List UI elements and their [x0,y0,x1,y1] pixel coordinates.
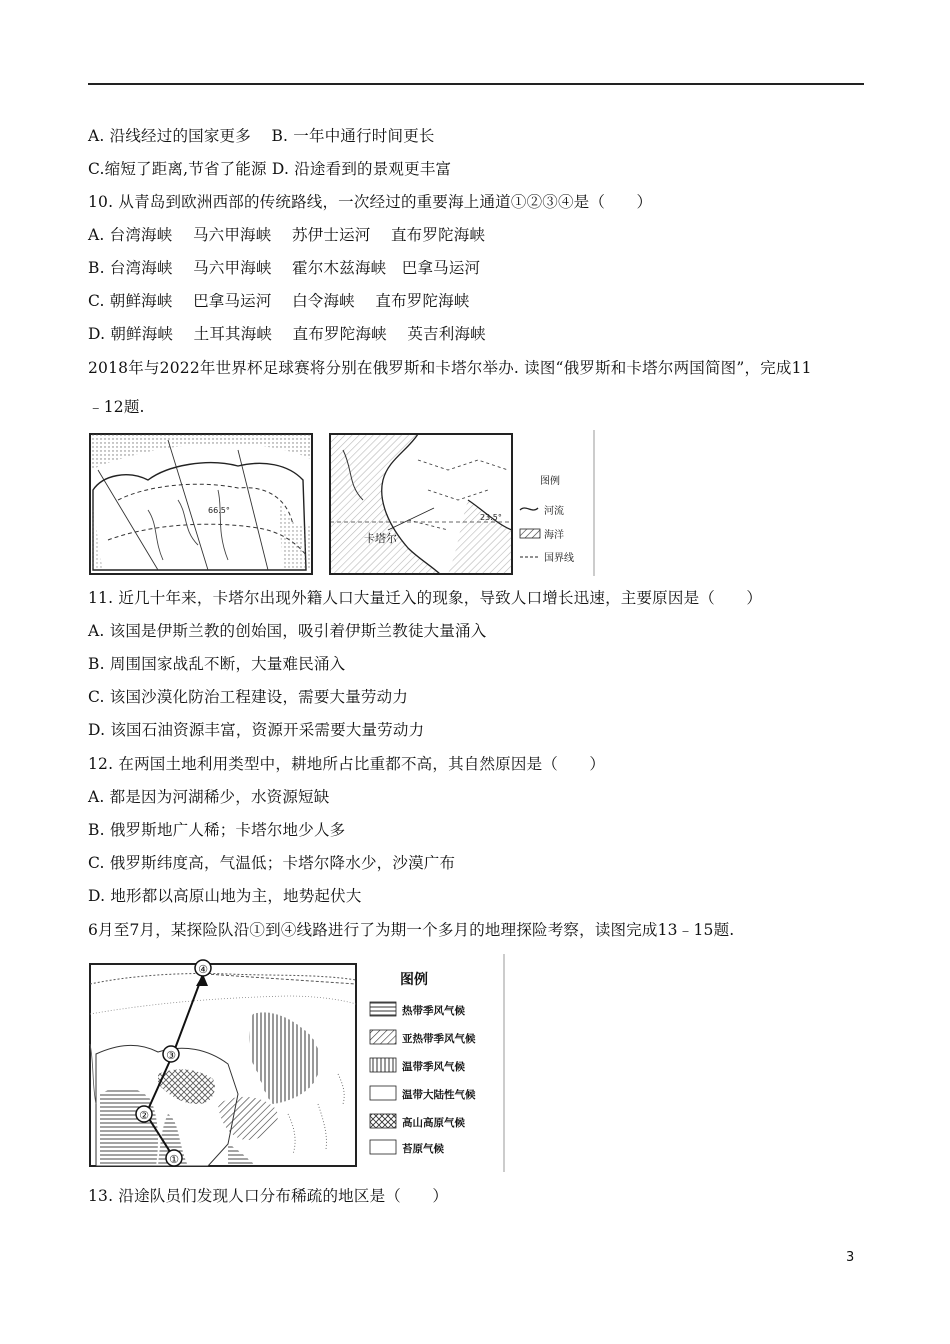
option-d: D. 该国石油资源丰富，资源开采需要大量劳动力 [88,721,425,739]
climate-legend-title: 图例 [400,972,428,988]
question-12: 12. 在两国土地利用类型中，耕地所占比重都不高，其自然原因是（ ） [88,755,606,773]
option-b: B. 周围国家战乱不断，大量难民涌入 [88,655,346,673]
option-a: A. 都是因为河湖稀少，水资源短缺 [88,788,330,806]
page-number: 3 [846,1250,855,1265]
option-c: C. 该国沙漠化防治工程建设，需要大量劳动力 [88,688,409,706]
option-d: D. 朝鲜海峡 土耳其海峡 直布罗陀海峡 英吉利海峡 [88,325,486,343]
option-d: D. 地形都以高原山地为主，地势起伏大 [88,887,362,905]
river-legend-icon [520,508,538,510]
legend-temperate-continental: 温带大陆性气候 [402,1089,476,1101]
legend-tundra: 苔原气候 [402,1143,444,1155]
tundra-swatch [370,1140,396,1154]
climate-legend [370,954,504,1172]
ocean-legend-icon [520,529,540,538]
route-point-4: ④ [198,963,208,976]
qatar-map [330,434,512,574]
legend-title: 图例 [540,476,560,487]
highland-swatch [370,1114,396,1128]
temperate-monsoon-swatch [370,1058,396,1072]
option-line: A. 沿线经过的国家更多 B. 一年中通行时间更长 [88,127,435,145]
asia-map [90,964,356,1166]
option-c: C. 朝鲜海峡 巴拿马运河 白令海峡 直布罗陀海峡 [88,292,470,310]
option-line: C.缩短了距离,节省了能源 D. 沿途看到的景观更丰富 [88,160,452,178]
option-b: B. 台湾海峡 马六甲海峡 霍尔木兹海峡 巴拿马运河 [88,259,481,277]
question-13: 13. 沿途队员们发现人口分布稀疏的地区是（ ） [88,1187,449,1205]
option-b: B. 俄罗斯地广人稀；卡塔尔地少人多 [88,821,346,839]
intro-text-cont: ﹣12题. [88,398,145,416]
legend-river: 河流 [544,506,564,517]
route-point-1: ① [169,1153,179,1166]
route-point-3: ③ [166,1049,176,1062]
russia-qatar-map-figure [88,430,598,576]
latitude-label-66: 66.5° [208,506,230,515]
russia-map [90,434,312,574]
legend-temperate-monsoon: 温带季风气候 [402,1061,465,1073]
qatar-label: 卡塔尔 [364,532,397,545]
legend-tropical-monsoon: 热带季风气候 [402,1005,465,1017]
header-rule [88,83,864,85]
map-legend [520,430,594,576]
temperate-continental-swatch [370,1086,396,1100]
intro-text: 2018年与2022年世界杯足球赛将分别在俄罗斯和卡塔尔举办. 读图“俄罗斯和卡塔尔两国简图”，完成11 [88,359,812,377]
subtropical-monsoon-swatch [370,1030,396,1044]
legend-ocean: 海洋 [544,530,564,541]
latitude-label-23: 23.5° [480,513,502,522]
option-a: A. 该国是伊斯兰教的创始国，吸引着伊斯兰教徒大量涌入 [88,622,487,640]
asia-climate-route-map [88,954,508,1172]
question-10: 10. 从青岛到欧洲西部的传统路线，一次经过的重要海上通道①②③④是（ ） [88,193,653,211]
option-c: C. 俄罗斯纬度高，气温低；卡塔尔降水少，沙漠广布 [88,854,456,872]
option-a: A. 台湾海峡 马六甲海峡 苏伊士运河 直布罗陀海峡 [88,226,486,244]
legend-highland: 高山高原气候 [402,1117,465,1129]
intro-text: 6月至7月，某探险队沿①到④线路进行了为期一个多月的地理探险考察，读图完成13﹣15题. [88,921,735,939]
route-point-2: ② [139,1109,149,1122]
question-11: 11. 近几十年来，卡塔尔出现外籍人口大量迁入的现象，导致人口增长迅速，主要原因是（ ） [88,589,763,607]
tropical-monsoon-swatch [370,1002,396,1016]
legend-subtropical-monsoon: 亚热带季风气候 [402,1033,476,1045]
legend-boundary: 国界线 [544,553,574,564]
